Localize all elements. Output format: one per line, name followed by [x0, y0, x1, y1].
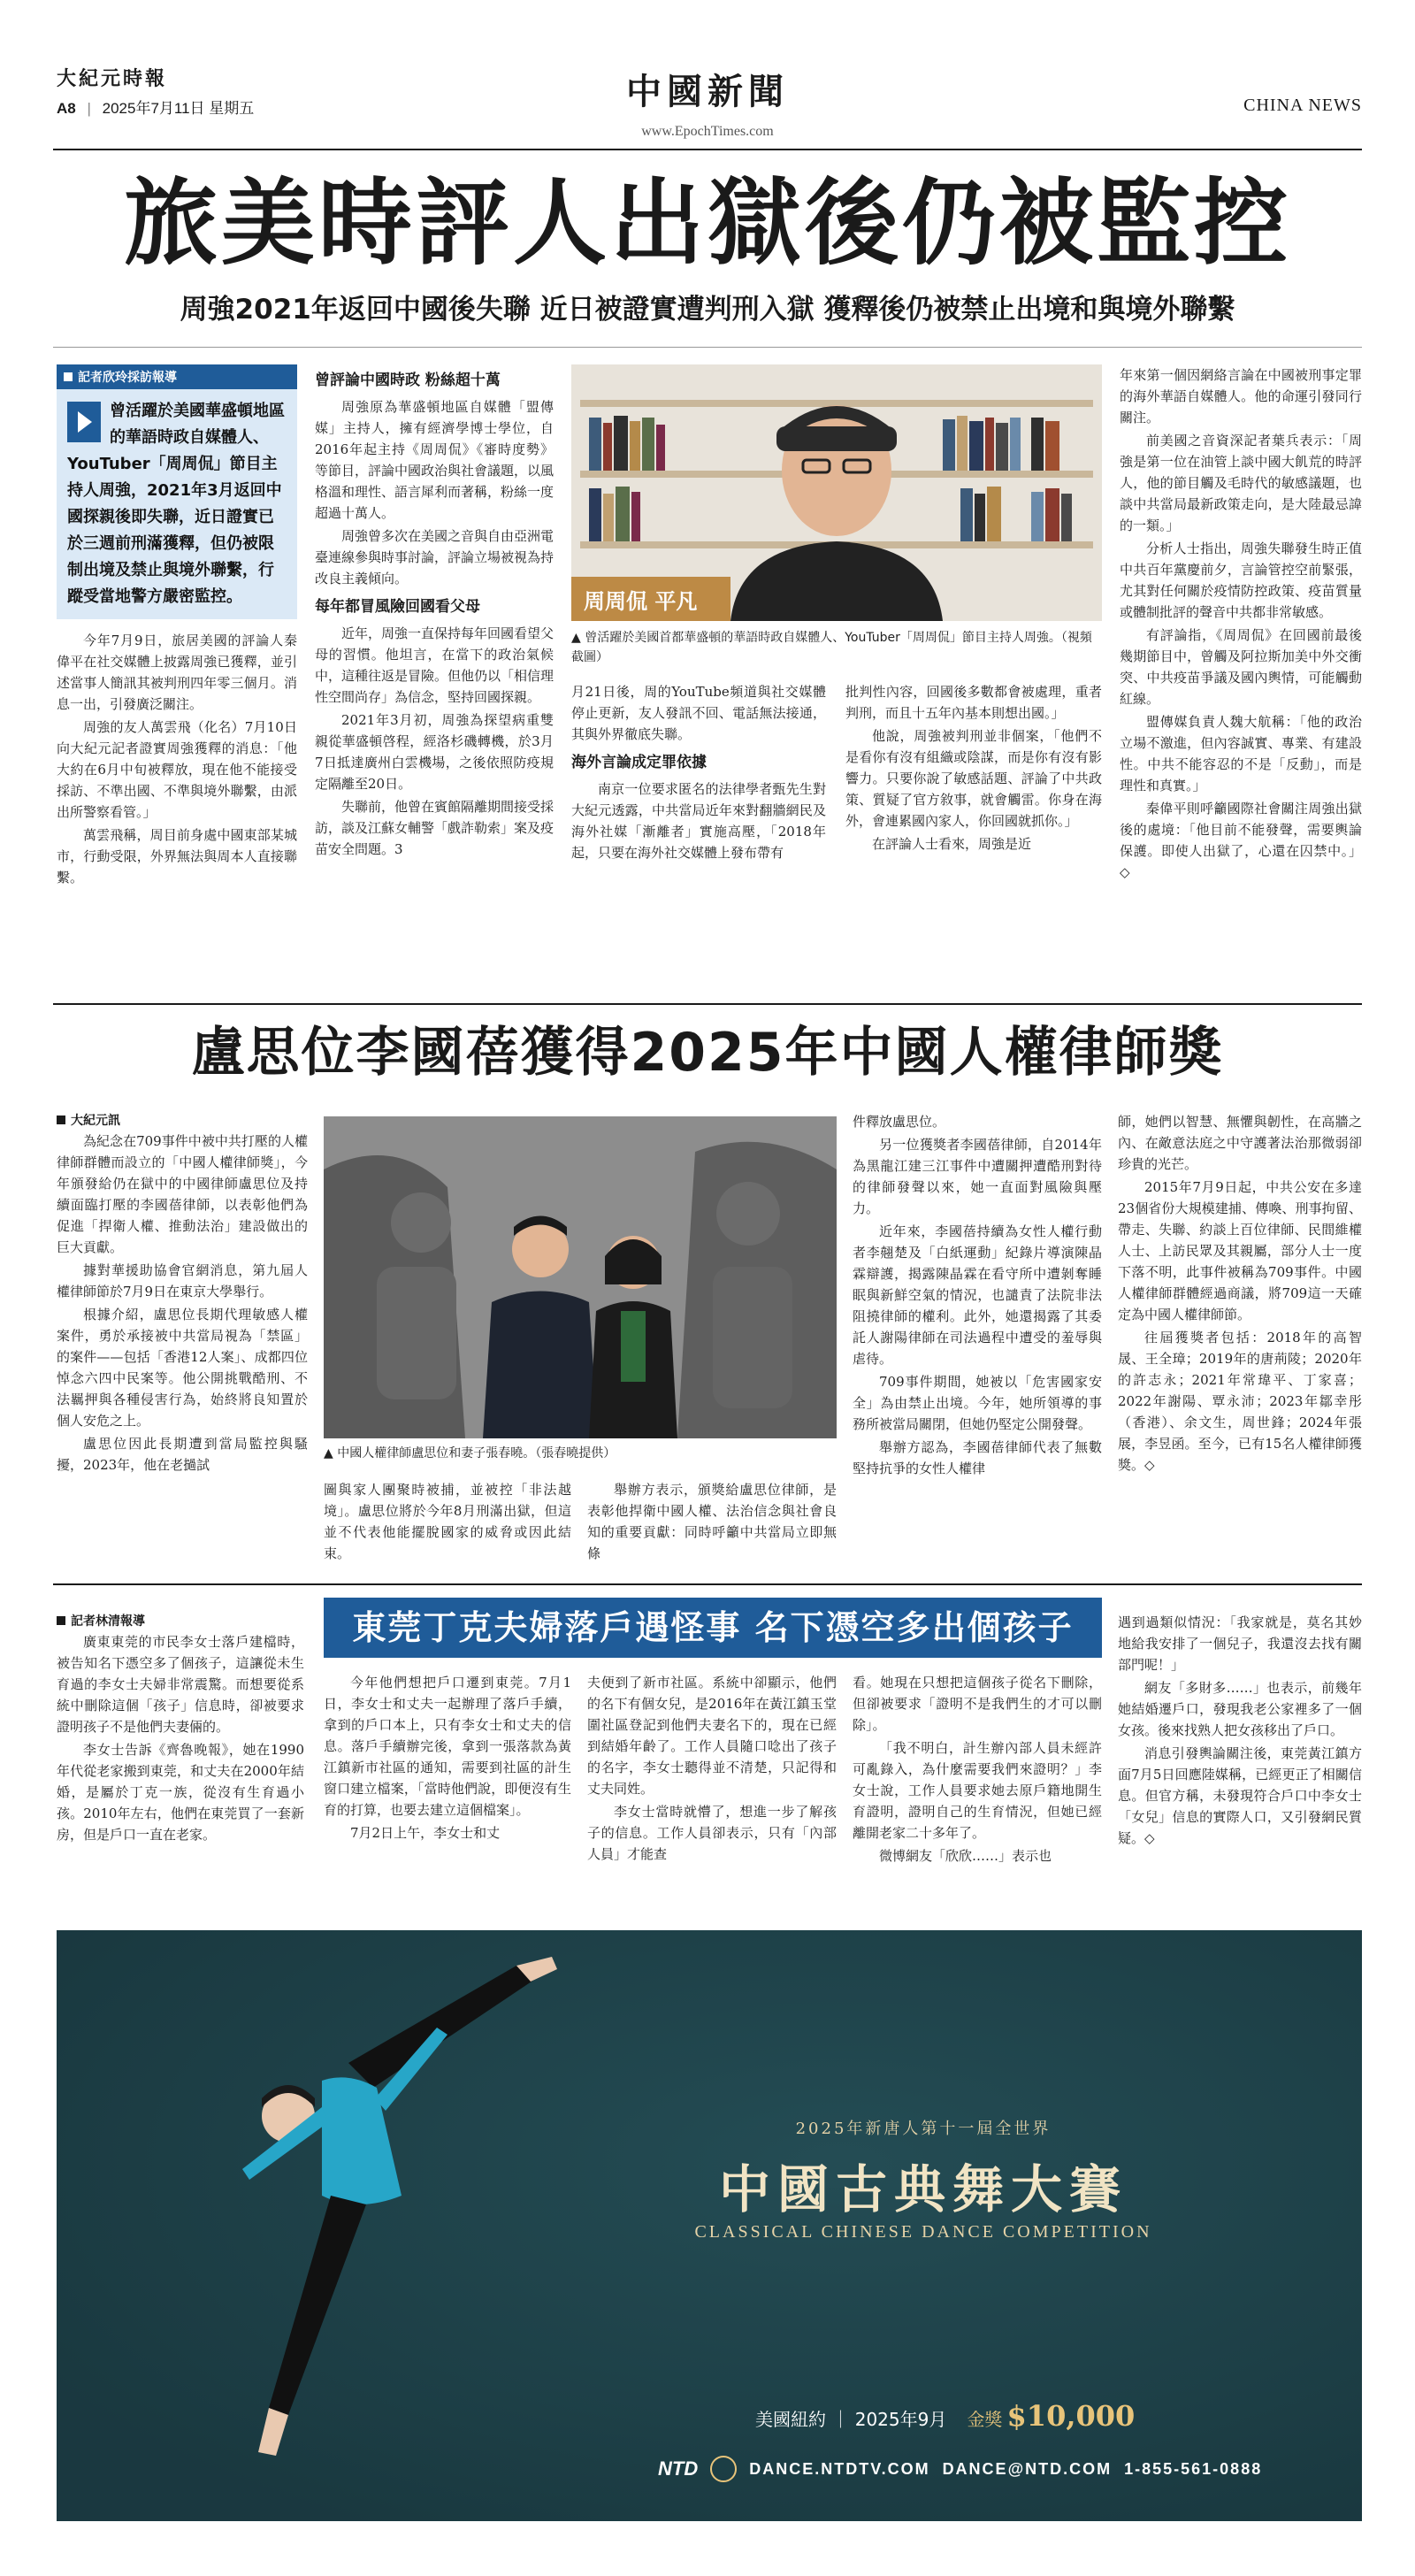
bookshelf-portrait-image: [571, 364, 1102, 621]
paragraph: 根據介紹，盧思位長期代理敏感人權案件，勇於承接被中共當局視為「禁區」的案件——包括「香港12人案」、成都四位悼念六四中民案等。他公開挑戰酷刑、不法羈押與各種侵害行為，始終將良知置於個人安危之上。: [57, 1307, 308, 1429]
story3-col1: [57, 1612, 304, 1847]
paragraph: 在評論人士看來，周強是近: [872, 836, 1032, 852]
meta-divider: |: [87, 100, 91, 117]
story1-col1: [57, 364, 297, 890]
video-overlay-title: 周周侃 平凡: [584, 589, 698, 614]
story3-col2: [324, 1672, 571, 1845]
reporter-name: 記者欣玲採訪報導: [78, 371, 177, 385]
paragraph: 近年，周強一直保持每年回國看望父母的習慣。他坦言，在當下的政治氣候中，這種往返是冒險。但他仍以「相信理性空間尚存」為信念，堅持回國探親。: [315, 625, 555, 705]
paragraph: 2015年7月9日起，中共公安在多達23個省份大規模建捕、傳喚、刑事拘留、帶走、失聯、約談上百位律師、民間維權人士、上訪民眾及其親屬，部分人士一度下落不明，此事件被稱為709事件。中國人權律師群體經過商議，將709這一天確定為中國人權律師節。: [1118, 1179, 1362, 1322]
paragraph: 秦偉平則呼籲國際社會關注周強出獄後的處境：「他目前不能發聲，需要輿論保護。即使人出獄了，心還在囚禁中。」◇: [1120, 801, 1362, 880]
subhead: 海外言論成定罪依據: [571, 754, 707, 771]
deck-rule: [53, 347, 1362, 348]
story1-reporter-tag: [57, 364, 297, 389]
section-title: 中國新聞: [626, 72, 789, 112]
page-meta: [57, 96, 254, 118]
paragraph: 「我不明白，計生辦內部人員未經許可亂錄入，為什麼需要我們來證明？」李女士說，工作人員要求她去原戶籍地開生育證明，證明自己的生育情況，但她已經離開老家二十多年了。: [853, 1740, 1102, 1841]
ad-prize: $10,000: [1006, 2399, 1136, 2433]
paragraph: 709事件期間，她被以「危害國家安全」為由禁止出境。今年，她所領導的事務所被當局關閉，但她仍堅定公開發聲。: [853, 1374, 1102, 1432]
story1-col2: [315, 370, 554, 862]
ad-date-prize: [755, 2399, 1135, 2433]
dance-competition-ad[interactable]: [57, 1930, 1362, 2521]
paragraph: 今年7月9日，旅居美國的評論人秦偉平在社交媒體上披露周強已獲釋，並引述當事人簡訊其被判刑四年零三個月。消息一出，引發廣泛關注。: [57, 632, 297, 712]
story2-photo-caption: ▲ 中國人權律師盧思位和妻子張春曉。（張春曉提供）: [324, 1446, 616, 1460]
paragraph: 2021年3月初，周強為探望病重雙親從華盛頓啓程，經洛杉磯轉機，於3月7日抵達廣州白雲機場，之後依照防疫規定隔離至20日。: [315, 712, 554, 792]
paragraph: 有評論指，《周周侃》在回國前最後幾期節目中，曾觸及阿拉斯加美中外交衝突、中共疫苗爭議及國內輿情，可能觸動紅線。: [1120, 627, 1362, 707]
ad-website[interactable]: DANCE.NTDTV.COM: [749, 2459, 930, 2478]
ad-contact-row: [658, 2456, 1262, 2482]
story3-reporter-tag: [57, 1612, 304, 1631]
paragraph: 7月2日上午，李女士和丈: [350, 1825, 501, 1841]
ad-location-date: 美國紐約 ｜ 2025年9月: [755, 2409, 947, 2430]
paragraph: 舉辦方認為，李國蓓律師代表了無數堅持抗爭的女性人權律: [853, 1439, 1102, 1476]
ad-prize-label: 金獎: [967, 2409, 1003, 2430]
story1-col3: [571, 681, 826, 865]
paragraph: 盧思位因此長期遭到當局監控與騷擾，2023年，他在老撾試: [57, 1436, 308, 1473]
paragraph: 遇到過類似情況：「我家就是，莫名其妙地給我安排了一個兒子，我還沒去找有關部門呢！」: [1118, 1614, 1362, 1673]
paragraph: 消息引發輿論關注後，東莞黃江鎮方面7月5日回應陸媒稱，已經更正了相關信息。但官方稱，未發現符合戶口中李女士「女兒」信息的實際人口，又引發網民質疑。◇: [1118, 1745, 1362, 1846]
section-title-en: CHINA NEWS: [1243, 96, 1362, 115]
story2-photo: [324, 1116, 837, 1438]
story1-photo-caption: ▲ 曾活躍於美國首都華盛頓的華語時政自媒體人、YouTuber「周周侃」節目主持人周強。（視頻截圖）: [571, 631, 1092, 664]
paragraph: 盟傳媒負責人魏大航稱：「他的政治立場不激進，但內容誠實、專業、有建設性。中共不能容忍的不是「反動」，而是理性和真實。」: [1120, 714, 1362, 794]
header-rule: [53, 149, 1362, 150]
paragraph: 微博網友「欣欣……」表示也: [879, 1848, 1052, 1864]
paragraph: 今年他們想把戶口遷到東莞。7月1日，李女士和丈夫一起辦理了落戶手續，拿到的戶口本上，只有李女士和丈夫的信息。落戶手續辦完後，拿到一張落款為黃江鎮新市社區的通知，需要到社區的計生窗口建立檔案，「當時他們說，即便沒有生育的打算，也要去建立這個檔案」。: [324, 1675, 571, 1818]
ad-title: 中國古典舞大賽: [718, 2159, 1128, 2220]
paragraph: 廣東東莞的市民李女士落戶建檔時，被告知名下憑空多了個孩子，這讓從未生育過的李女士夫婦非常震驚。而想要從系統中刪除這個「孩子」信息時，卻被要求證明孩子不是他們夫妻倆的。: [57, 1634, 304, 1735]
paragraph: 另一位獲獎者李國蓓律師，自2014年為黑龍江建三江事件中遭關押遭酷刑對待的律師發聲以來，她一直面對風險與壓力。: [853, 1137, 1102, 1216]
paragraph: 萬雲飛稱，周目前身處中國東部某城市，行動受限，外界無法與周本人直接聯繫。: [57, 827, 297, 886]
paragraph: 師，她們以智慧、無懼與韌性，在高牆之內、在敵意法庭之中守護著法治那微弱卻珍貴的光芒。: [1118, 1114, 1362, 1172]
paragraph: 年來第一個因網絡言論在中國被刑事定罪的海外華語自媒體人。他的命運引發同行關注。: [1120, 367, 1362, 426]
paragraph: 看。她現在只想把這個孩子從名下刪除，但卻被要求「證明不是我們生的才可以刪除」。: [853, 1675, 1102, 1733]
play-arrow-icon: [67, 402, 101, 442]
reporter-name: 記者林清報導: [71, 1614, 145, 1629]
ad-phone[interactable]: 1-855-561-0888: [1124, 2459, 1263, 2478]
reporter-name: 大紀元訊: [71, 1114, 120, 1128]
story2-col1: [57, 1111, 308, 1477]
paragraph: 月21日後，周的YouTube頻道與社交媒體停止更新，友人發訊不回、電話無法接通，其與外界徹底失聯。: [571, 684, 826, 742]
subhead: 每年都冒風險回國看父母: [315, 598, 480, 616]
story2-col4: [853, 1111, 1102, 1481]
story1-headline: 旅美時評人出獄後仍被監控: [124, 167, 1291, 278]
paragraph: 分析人士指出，周強失聯發生時正值中共百年黨慶前夕，言論管控空前緊張，尤其對任何關於疫情防控政策、疫苗質量或體制批評的聲音中共都非常敏感。: [1120, 540, 1362, 620]
ad-email[interactable]: DANCE@NTD.COM: [942, 2459, 1113, 2478]
paragraph: 據對華援助協會官網消息，第九屆人權律師節於7月9日在東京大學舉行。: [57, 1262, 308, 1300]
story2-headline: 盧思位李國蓓獲得2025年中國人權律師獎: [191, 1022, 1224, 1084]
story2-col5: [1118, 1111, 1362, 1477]
story3-col5: [1118, 1612, 1362, 1851]
paragraph: 前美國之音資深記者葉兵表示：「周強是第一位在油管上談中國大飢荒的時評人，他的節目觸及毛時代的敏感議題，也談中共當局最新政策走向，是大陸最忌諱的一類。」: [1120, 433, 1362, 533]
paragraph: 周強曾多次在美國之音與自由亞洲電臺連線參與時事討論，評論立場被視為持改良主義傾向。: [315, 528, 555, 586]
paragraph: 李女士當時就懵了，想進一步了解孩子的信息。工作人員卻表示，只有「內部人員」才能查: [587, 1804, 837, 1862]
paragraph: 網友「多財多……」也表示，前幾年她結婚遷戶口，發現我老公家裡多了一個女孩。後來找熟人把女孩移出了戶口。: [1118, 1680, 1362, 1738]
story2-reporter-tag: [57, 1111, 308, 1131]
paragraph: 批判性內容，回國後多數都會被處理，重者判刑，而且十五年內基本則想出國。」: [845, 684, 1102, 721]
square-bullet-icon: [64, 372, 73, 381]
paragraph: 周強原為華盛頓地區自媒體「盟傳媒」主持人，擁有經濟學博士學位，自2016年起主持《周周侃》《審時度勢》等節目，評論中國政治與社會議題，以風格溫和理性、語言犀利而著稱，粉絲一度超過十萬人。: [315, 399, 555, 521]
story1-photo: [571, 364, 1102, 621]
couple-sculpture-photo: [324, 1116, 837, 1438]
story-divider: [53, 1583, 1362, 1585]
issue-date: 2025年7月11日 星期五: [102, 100, 255, 117]
lead-text: 曾活躍於美國華盛頓地區的華語時政自媒體人、YouTuber「周周侃」節目主持人周強，2021年3月返回中國探親後即失聯，近日證實已於三週前刑滿獲釋，但仍被限制出境及禁止與境外聯繫，行蹤受當地警方嚴密監控。: [67, 402, 285, 606]
paragraph: 近年來，李國蓓持續為女性人權行動者李翹楚及「白紙運動」紀錄片導演陳晶霖辯護，揭露陳晶霖在看守所中遭剝奪睡眠與新鮮空氣的情況，也譴責了法院非法阻撓律師的權利。此外，她還揭露了其委託人謝陽律師在司法過程中遭受的羞辱與虐待。: [853, 1223, 1102, 1367]
paragraph: 失聯前，他曾在賓館隔離期間接受採訪，談及江蘇女輔警「戲詐勒索」案及疫苗安全問題。3: [315, 799, 555, 857]
story-divider: [53, 1003, 1362, 1005]
story1-lead: [57, 389, 297, 619]
paragraph: 南京一位要求匿名的法律學者甄先生對大紀元透露，中共當局近年來對翻牆網民及海外社媒「漸離者」實施高壓，「2018年起，只要在海外社交媒體上發布帶有: [571, 781, 826, 861]
story1-col1-body: [57, 630, 297, 888]
paragraph: 夫便到了新市社區。系統中卻顯示，他們的名下有個女兒，是2016年在黃江鎮玉堂圍社區登記到他們夫妻名下的，現在已經到結婚年齡了。工作人員隨口唸出了孩子的名字，李女士聽得並不清楚，只記得和丈夫同姓。: [587, 1675, 837, 1797]
story1-col5: [1120, 364, 1362, 885]
story3-headline: 東莞丁克夫婦落戶遇怪事 名下憑空多出個孩子: [324, 1598, 1102, 1658]
paragraph: 舉辦方表示，頒獎給盧思位律師，是表彰他捍衛中國人權、法治信念與社會良知的重要貢獻：同時呼籲中共當局立即無條: [587, 1482, 837, 1561]
ntd-logo: NTD: [658, 2457, 699, 2480]
paragraph: 件釋放盧思位。: [853, 1114, 946, 1130]
paragraph: 李女士告訴《齊魯晚報》，她在1990年代從老家搬到東莞，和丈夫在2000年結婚，是屬於丁克一族，從沒有生育過小孩。2010年左右，他們在東莞買了一套新房，但是戶口一直在老家。: [57, 1742, 304, 1843]
story2-col3: [587, 1479, 837, 1566]
story1-col4: [845, 681, 1102, 856]
ad-subtitle: 2025年新唐人第十一屆全世界: [795, 2120, 1052, 2138]
site-url[interactable]: www.EpochTimes.com: [641, 124, 774, 139]
story1-deck: 周強2021年返回中國後失聯 近日被證實遭判刑入獄 獲釋後仍被禁止出境和與境外聯繫: [180, 294, 1235, 326]
ntd-emblem-icon: [710, 2456, 737, 2482]
story3-col4: [853, 1672, 1102, 1868]
paragraph: 為紀念在709事件中被中共打壓的人權律師群體而設立的「中國人權律師獎」，今年頒發給仍在獄中的中國律師盧思位及持續面臨打壓的李國蓓律師，以表彰他們為促進「捍衛人權、推動法治」建設做出的巨大貢獻。: [57, 1133, 308, 1255]
subhead: 曾評論中國時政 粉絲超十萬: [315, 372, 501, 389]
page-label: A8: [57, 100, 76, 117]
story3-col3: [587, 1672, 837, 1867]
story2-col2: [324, 1479, 571, 1566]
paragraph: 圖與家人團聚時被捕，並被控「非法越境」。盧思位將於今年8月刑滿出獄，但這並不代表他能擺脫國家的威脅或因此結束。: [324, 1482, 571, 1561]
paper-name: 大紀元時報: [57, 67, 168, 90]
paragraph: 往屆獲獎者包括：2018年的高智晟、王全璋；2019年的唐荊陵；2020年的許志永；2021年常瑋平、丁家喜；2022年謝陽、覃永沛；2023年鄒幸彤（香港）、余文生，周世鋒；2024年張展，李昱函。至今，已有15名人權律師獲獎。◇: [1118, 1330, 1362, 1473]
square-bullet-icon: [57, 1616, 65, 1625]
ad-title-en: CLASSICAL CHINESE DANCE COMPETITION: [694, 2222, 1152, 2242]
square-bullet-icon: [57, 1116, 65, 1124]
paragraph: 他說，周強被判刑並非個案，「他們不是看你有沒有組織或陰謀，而是你有沒有影響力。只要你說了敏感話題、評論了中共政策、質疑了官方敘事，就會觸雷。你身在海外，會連累國內家人，你回國就抓你。」: [845, 728, 1102, 829]
paragraph: 周強的友人萬雲飛（化名）7月10日向大紀元記者證實周強獲釋的消息：「他大約在6月中旬被釋放，現在他不能接受採訪、不準出國、不準與境外聯繫，由派出所警察看管。」: [57, 719, 297, 820]
